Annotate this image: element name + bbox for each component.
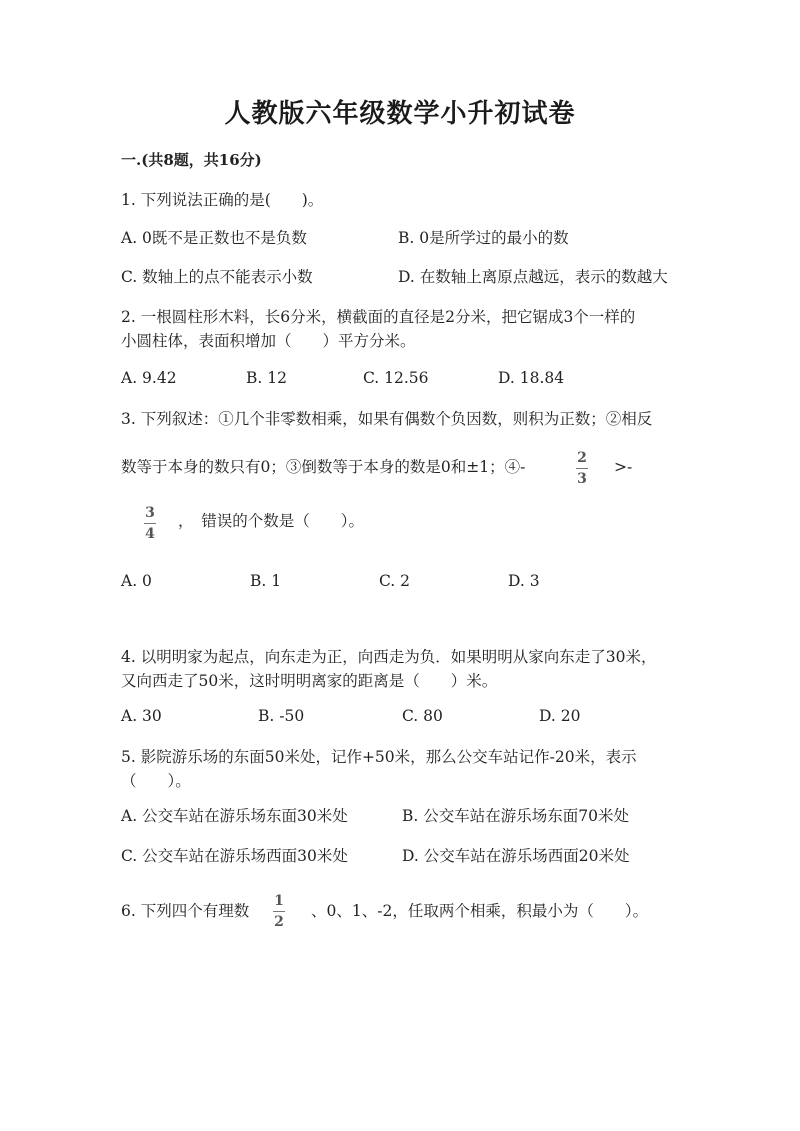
q3-option-b[interactable]: B. 1 [250, 572, 282, 590]
q5-option-b[interactable]: B. 公交车站在游乐场东面70米处 [402, 807, 629, 825]
q4-option-b[interactable]: B. -50 [258, 707, 305, 725]
section-heading: 一.(共8题，共16分) [121, 151, 262, 169]
page-title: 人教版六年级数学小升初试卷 [224, 99, 576, 129]
q6-fraction-one-half [273, 893, 285, 930]
q1-stem: 1. 下列说法正确的是( )。 [121, 191, 324, 209]
q2-stem-line1: 2. 一根圆柱形木料，长6分米，横截面的直径是2分米，把它锯成3个一样的 [121, 308, 636, 326]
q4-stem-line1: 4. 以明明家为起点，向东走为正，向西走为负．如果明明从家向东走了30米， [121, 648, 657, 666]
q3-greater-than-sign: >- [614, 458, 633, 476]
fraction-bar [273, 911, 285, 912]
q6-stem-pre: 6. 下列四个有理数 [121, 902, 250, 920]
fraction-denominator: 4 [145, 526, 155, 542]
q2-option-a[interactable]: A. 9.42 [121, 369, 177, 387]
q3-stem-line2: 数等于本身的数只有0；③倒数等于本身的数是0和±1；④- [121, 458, 526, 476]
q2-option-b[interactable]: B. 12 [246, 369, 287, 387]
q1-option-a[interactable]: A. 0既不是正数也不是负数 [121, 229, 307, 247]
q5-stem-line2: （ ）。 [121, 772, 191, 790]
q4-option-a[interactable]: A. 30 [121, 707, 162, 725]
q4-option-c[interactable]: C. 80 [402, 707, 443, 725]
q3-fraction-two-thirds [576, 450, 588, 487]
fraction-bar [576, 468, 588, 469]
q2-option-c[interactable]: C. 12.56 [363, 369, 429, 387]
q3-option-d[interactable]: D. 3 [508, 572, 540, 590]
q5-stem-line1: 5. 影院游乐场的东面50米处，记作+50米，那么公交车站记作-20米，表示 [121, 748, 637, 766]
q5-option-a[interactable]: A. 公交车站在游乐场东面30米处 [121, 807, 348, 825]
q6-stem-post: 、0、1、-2，任取两个相乘，积最小为（ ）。 [311, 902, 649, 920]
q4-stem-line2: 又向西走了50米，这时明明离家的距离是（ ）米。 [121, 672, 498, 690]
q2-stem-line2: 小圆柱体，表面积增加（ ）平方分米。 [121, 332, 416, 350]
q3-stem-line1: 3. 下列叙述：①几个非零数相乘，如果有偶数个负因数，则积为正数；②相反 [121, 410, 653, 428]
q4-option-d[interactable]: D. 20 [539, 707, 581, 725]
q2-option-d[interactable]: D. 18.84 [498, 369, 565, 387]
q1-option-c[interactable]: C. 数轴上的点不能表示小数 [121, 268, 313, 286]
q3-stem-line3: ， 错误的个数是（ ）。 [178, 512, 365, 530]
q1-option-d[interactable]: D. 在数轴上离原点越远，表示的数越大 [398, 268, 668, 286]
q3-option-a[interactable]: A. 0 [121, 572, 152, 590]
q1-option-b[interactable]: B. 0是所学过的最小的数 [398, 229, 569, 247]
q3-fraction-three-quarters [144, 505, 156, 542]
q3-option-c[interactable]: C. 2 [379, 572, 411, 590]
q5-option-d[interactable]: D. 公交车站在游乐场西面20米处 [402, 847, 630, 865]
fraction-numerator: 1 [274, 893, 284, 909]
fraction-bar [144, 523, 156, 524]
fraction-denominator: 2 [274, 914, 284, 930]
fraction-numerator: 2 [577, 450, 587, 466]
fraction-numerator: 3 [145, 505, 155, 521]
q5-option-c[interactable]: C. 公交车站在游乐场西面30米处 [121, 847, 348, 865]
fraction-denominator: 3 [577, 471, 587, 487]
